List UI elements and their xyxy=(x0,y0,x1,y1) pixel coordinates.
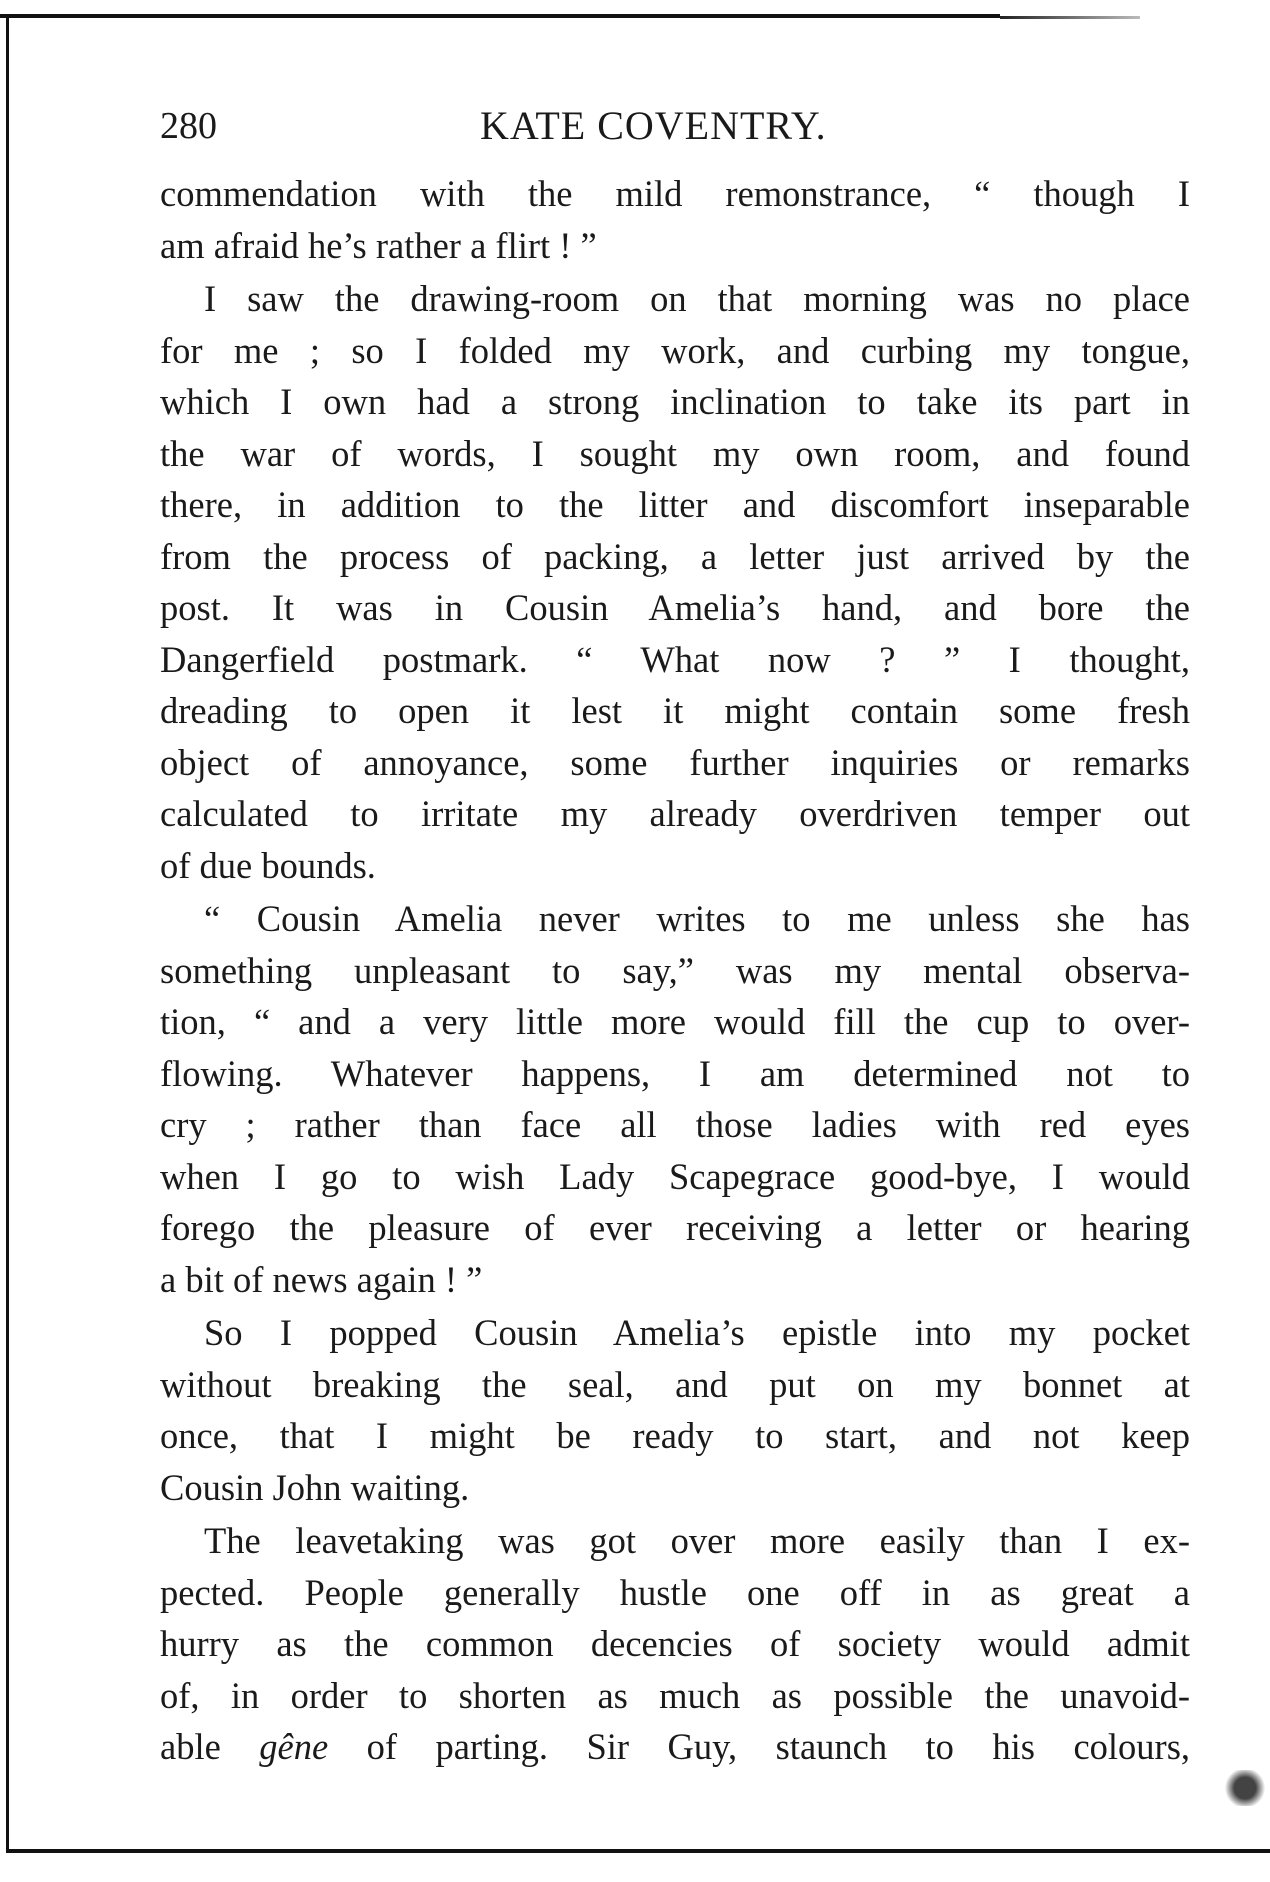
text-fragment: able xyxy=(160,1726,221,1767)
text-line: the war of words, I sought my own room, and found xyxy=(160,432,1190,474)
italic-word: gêne xyxy=(259,1726,329,1767)
text-line: of due bounds. xyxy=(160,844,376,886)
text-line: dreading to open it lest it might contain some fresh xyxy=(160,690,1190,731)
text-line: “ Cousin Amelia never writes to me unless she has xyxy=(204,898,1190,939)
paragraph xyxy=(160,1515,1190,1773)
text-line: which I own had a strong inclination to take its part in xyxy=(160,381,1190,422)
text-line: forego the pleasure of ever receiving a letter or hearing xyxy=(160,1207,1190,1248)
paragraph xyxy=(160,893,1190,1305)
text-line: cry ; rather than face all those ladies with red eyes xyxy=(160,1104,1190,1145)
text-line: pected. People generally hustle one off in as great a xyxy=(160,1571,1190,1613)
text-fragment: of parting. Sir Guy, staunch to his colours, xyxy=(366,1726,1191,1767)
text-line: flowing. Whatever happens, I am determined not to xyxy=(160,1052,1190,1094)
text-line: am afraid he’s rather a flirt ! ” xyxy=(160,224,597,266)
text-line: object of annoyance, some further inquiries or remarks xyxy=(160,741,1190,783)
text-line: when I go to wish Lady Scapegrace good-bye, I would xyxy=(160,1155,1190,1197)
paragraph xyxy=(160,273,1190,891)
text-line: of, in order to shorten as much as possible the unavoid- xyxy=(160,1674,1190,1716)
text-line: from the process of packing, a letter just arrived by the xyxy=(160,535,1190,577)
text-line: Cousin John waiting. xyxy=(160,1466,470,1508)
paragraph xyxy=(160,1307,1190,1513)
text-line: tion, “ and a very little more would fill the cup to over- xyxy=(160,1001,1190,1042)
text-line xyxy=(160,1721,1190,1773)
scan-border-bottom xyxy=(6,1849,1270,1853)
text-line: The leavetaking was got over more easily than I ex- xyxy=(204,1520,1190,1561)
text-line: I saw the drawing-room on that morning was no place xyxy=(204,278,1190,319)
text-line: something unpleasant to say,” was my mental observa- xyxy=(160,949,1190,991)
text-line: a bit of news again ! ” xyxy=(160,1258,483,1300)
ink-smudge xyxy=(1225,1770,1265,1806)
text-line: calculated to irritate my already overdriven temper out xyxy=(160,793,1190,834)
paragraph xyxy=(160,168,1190,271)
text-line: for me ; so I folded my work, and curbing my tongue, xyxy=(160,329,1190,371)
body-text xyxy=(160,168,1190,1773)
text-line: commendation with the mild remonstrance, “ though I xyxy=(160,173,1190,214)
page-number: 280 xyxy=(160,105,217,147)
scan-border-left xyxy=(6,14,9,1852)
text-line: there, in addition to the litter and discomfort inseparable xyxy=(160,484,1190,525)
running-title: KATE COVENTRY. xyxy=(480,103,827,148)
scan-border-top xyxy=(0,14,1000,18)
running-head xyxy=(160,98,1190,158)
text-line: Dangerfield postmark. “ What now ? ” I thought, xyxy=(160,638,1190,680)
text-line: So I popped Cousin Amelia’s epistle into my pocket xyxy=(204,1312,1190,1353)
book-page xyxy=(160,98,1190,1773)
text-line: post. It was in Cousin Amelia’s hand, and bore the xyxy=(160,587,1190,628)
scan-border-top-fade xyxy=(1000,16,1140,19)
text-line: without breaking the seal, and put on my bonnet at xyxy=(160,1363,1190,1405)
text-line: hurry as the common decencies of society would admit xyxy=(160,1623,1190,1664)
text-line: once, that I might be ready to start, and not keep xyxy=(160,1415,1190,1456)
